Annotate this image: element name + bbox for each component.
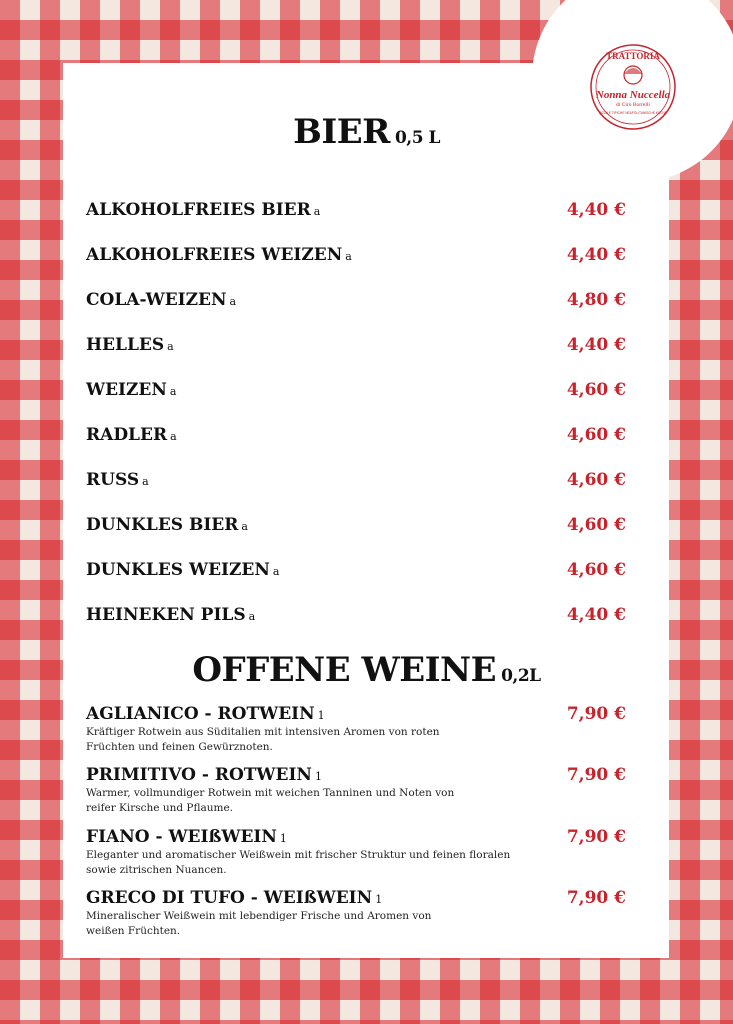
beer-item	[86, 425, 626, 453]
item-name: AGLIANICO - ROTWEIN	[86, 704, 315, 724]
item-description: Kräftiger Rotwein aus Süditalien mit intensiven Aromen von roten Früchten und feinen Gewürznoten.	[86, 726, 440, 753]
menu-card	[63, 63, 669, 958]
allergen-code: a	[167, 340, 174, 353]
item-name: GRECO DI TUFO - WEIßWEIN	[86, 888, 373, 908]
beer-item	[86, 560, 626, 588]
item-price: 4,40 €	[566, 605, 626, 625]
item-description: Eleganter und aromatischer Weißwein mit frischer Struktur und feinen floralen sowie zitrischen Nuancen.	[86, 849, 511, 876]
item-price: 4,40 €	[566, 200, 626, 220]
allergen-code: 1	[279, 832, 287, 845]
beer-item	[86, 200, 626, 228]
item-price: 4,60 €	[566, 470, 626, 490]
allergen-code: a	[345, 250, 352, 263]
wine-item	[86, 888, 626, 939]
beer-title: BIER	[293, 112, 390, 152]
wine-title: OFFENE WEINE	[192, 650, 497, 690]
item-name: WEIZEN	[86, 380, 167, 400]
item-name: COLA-WEIZEN	[86, 290, 227, 310]
item-price: 7,90 €	[566, 765, 626, 785]
beer-item	[86, 470, 626, 498]
item-price: 4,60 €	[566, 560, 626, 580]
allergen-code: a	[241, 520, 248, 533]
item-price: 4,60 €	[566, 515, 626, 535]
beer-item	[86, 605, 626, 633]
item-name: FIANO - WEIßWEIN	[86, 827, 277, 847]
allergen-code: a	[229, 295, 237, 308]
allergen-code: 1	[317, 709, 325, 722]
item-price: 4,40 €	[566, 245, 626, 265]
beer-item	[86, 290, 626, 318]
beer-section-title	[0, 112, 733, 152]
item-name: HELLES	[86, 335, 165, 355]
beer-item	[86, 335, 626, 363]
item-description: Mineralischer Weißwein mit lebendiger Frische und Aromen von weißen Früchten.	[86, 910, 432, 937]
wine-item	[86, 765, 626, 816]
item-price: 4,40 €	[566, 335, 626, 355]
item-price: 4,60 €	[566, 425, 626, 445]
item-price: 7,90 €	[566, 827, 626, 847]
logo-bottom-text: PIZZA E TIPICHE NEAPOLITANISCHE KÜCHE	[599, 111, 667, 115]
logo-top-text: TRATTORIA	[606, 51, 660, 61]
wine-section-title	[0, 650, 733, 690]
beer-item	[86, 245, 626, 273]
item-description: Warmer, vollmundiger Rotwein mit weichen Tanninen und Noten von reifer Kirsche und Pflaume.	[86, 787, 455, 814]
allergen-code: a	[169, 385, 177, 398]
item-name: ALKOHOLFREIES WEIZEN	[86, 245, 343, 265]
item-price: 7,90 €	[566, 888, 626, 908]
item-name: PRIMITIVO - ROTWEIN	[86, 765, 312, 785]
item-name: DUNKLES BIER	[86, 515, 239, 535]
wine-item	[86, 827, 626, 878]
beer-size: 0,5 L	[394, 128, 440, 148]
wine-item	[86, 704, 626, 755]
item-name: HEINEKEN PILS	[86, 605, 246, 625]
item-name: ALKOHOLFREIES BIER	[86, 200, 311, 220]
beer-item	[86, 380, 626, 408]
item-price: 7,90 €	[566, 704, 626, 724]
item-name: DUNKLES WEIZEN	[86, 560, 270, 580]
allergen-code: a	[170, 430, 177, 443]
item-price: 4,60 €	[566, 380, 626, 400]
wine-size: 0,2L	[501, 666, 541, 686]
allergen-code: a	[313, 205, 321, 218]
item-name: RADLER	[86, 425, 168, 445]
item-price: 4,80 €	[566, 290, 626, 310]
item-name: RUSS	[86, 470, 140, 490]
logo-subtitle: di Ciro Borrelli	[616, 102, 650, 108]
allergen-code: 1	[375, 893, 383, 906]
logo-name: Nonna Nuccella	[595, 89, 671, 101]
allergen-code: 1	[314, 770, 322, 783]
allergen-code: a	[272, 565, 280, 578]
allergen-code: a	[142, 475, 149, 488]
beer-item	[86, 515, 626, 543]
allergen-code: a	[248, 610, 256, 623]
